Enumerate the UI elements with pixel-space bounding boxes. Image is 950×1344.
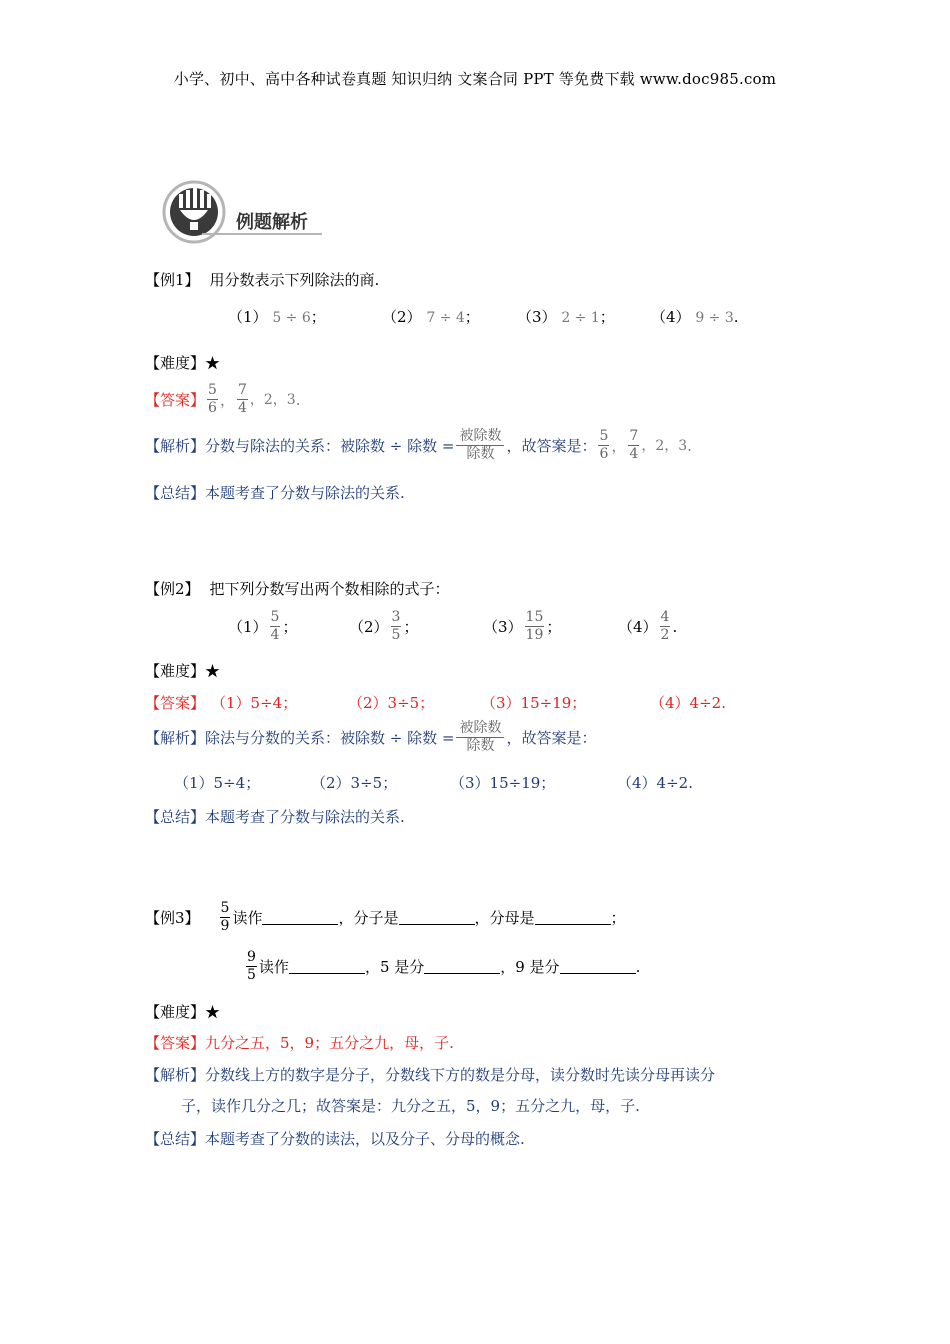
ex3-difficulty: 【难度】★ [145, 1003, 221, 1021]
page-header: 小学、初中、高中各种试卷真题 知识归纳 文案合同 PPT 等免费下载 www.doc985.com [173, 70, 777, 88]
answer-blank [424, 959, 500, 974]
ex3-summary: 【总结】本题考查了分数的读法，以及分子、分母的概念. [145, 1130, 525, 1148]
ex1-item-1: （1） 5 ÷ 6； [228, 308, 326, 326]
fraction: $\frac{3}{5}$ [391, 609, 401, 643]
example-3-line-2: $\frac{9}{5}$ 读作 ，5 是分 ，9 是分 . [247, 949, 641, 983]
ex3-analysis-line-1: 【解析】分数线上方的数字是分子，分数线下方的数是分母，读分数时先读分母再读分 [145, 1066, 716, 1084]
ex2-item-1: （1） $\frac{5}{4}$ ； [228, 609, 298, 643]
section-title: 例题解析 [236, 212, 308, 233]
example-1-question [145, 269, 379, 291]
answer-blank [560, 959, 636, 974]
fraction: $\frac{\text{被除数}}{\text{除数}}$ [456, 428, 504, 463]
fraction: $\frac{7}{4}$ [237, 382, 247, 416]
ex2-item-3: （3） $\frac{15}{19}$ ； [483, 609, 562, 643]
ex2-answer: 【答案】 （1）5÷4； （2）3÷5； （3）15÷19； （4）4÷2. [145, 694, 726, 712]
ex1-item-4: （4） 9 ÷ 3. [651, 308, 739, 326]
difficulty-stars: ★ [205, 354, 221, 372]
example-tag: 【例1】 [145, 271, 200, 289]
ex2-item-2: （2） $\frac{3}{5}$ ； [349, 609, 419, 643]
ex2-analysis: 【解析】 除法与分数的关系：被除数 ÷ 除数 = $\frac{\text{被除数}}{\text{除数}}$ ，故答案是： [145, 720, 597, 754]
ex1-answer: 【答案】 $\frac{5}{6}$ ， $\frac{7}{4}$ ，2，3 . [145, 382, 301, 416]
fraction: $\frac{5}{9}$ [220, 900, 230, 934]
ex2-difficulty: 【难度】★ [145, 662, 221, 680]
ex1-difficulty: 【难度】★ [145, 354, 221, 372]
example-3-line-1: 【例3】 $\frac{5}{9}$ 读作 ，分子是 ，分母是 ； [145, 900, 626, 934]
answer-blank [399, 910, 475, 925]
question-text: 用分数表示下列除法的商. [209, 271, 380, 289]
difficulty-stars: ★ [205, 662, 221, 680]
ex1-item-2: （2） 7 ÷ 4； [382, 308, 480, 326]
ex3-analysis-line-2: 子，读作几分之几；故答案是：九分之五，5，9；五分之九，母，子. [181, 1097, 640, 1115]
fraction: $\frac{\text{被除数}}{\text{除数}}$ [456, 720, 504, 755]
fraction: $\frac{7}{4}$ [629, 428, 639, 462]
example-2-question [145, 578, 450, 600]
ex1-analysis: 【解析】 分数与除法的关系：被除数 ÷ 除数 = $\frac{\text{被除数}}{\text{除数}}$ ，故答案是： $\frac{5}{6}$ ， $\frac{7}{4}$ ，2，3 . [145, 428, 692, 462]
answer-blank [535, 910, 611, 925]
fraction: $\frac{4}{2}$ [660, 609, 670, 643]
ex1-summary: 【总结】本题考查了分数与除法的关系. [145, 484, 405, 502]
fraction: $\frac{5}{6}$ [599, 428, 609, 462]
fraction: $\frac{9}{5}$ [247, 949, 256, 983]
ex1-item-3: （3） 2 ÷ 1； [517, 308, 615, 326]
example-tag: 【例2】 [145, 580, 200, 598]
fraction: $\frac{15}{19}$ [525, 609, 544, 643]
ex2-analysis-answers: （1）5÷4； （2）3÷5； （3）15÷19； （4）4÷2. [174, 774, 693, 792]
difficulty-stars: ★ [205, 1003, 221, 1021]
answer-blank [289, 959, 365, 974]
fraction: $\frac{5}{4}$ [270, 609, 280, 643]
question-text: 把下列分数写出两个数相除的式子： [209, 580, 450, 598]
answer-blank [262, 910, 338, 925]
ex3-answer: 【答案】九分之五，5，9；五分之九，母，子. [145, 1034, 454, 1052]
ex2-item-4: （4） $\frac{4}{2}$ . [618, 609, 678, 643]
example-tag: 【例3】 [145, 908, 200, 927]
ex2-summary: 【总结】本题考查了分数与除法的关系. [145, 808, 405, 826]
fraction: $\frac{5}{6}$ [208, 382, 217, 416]
